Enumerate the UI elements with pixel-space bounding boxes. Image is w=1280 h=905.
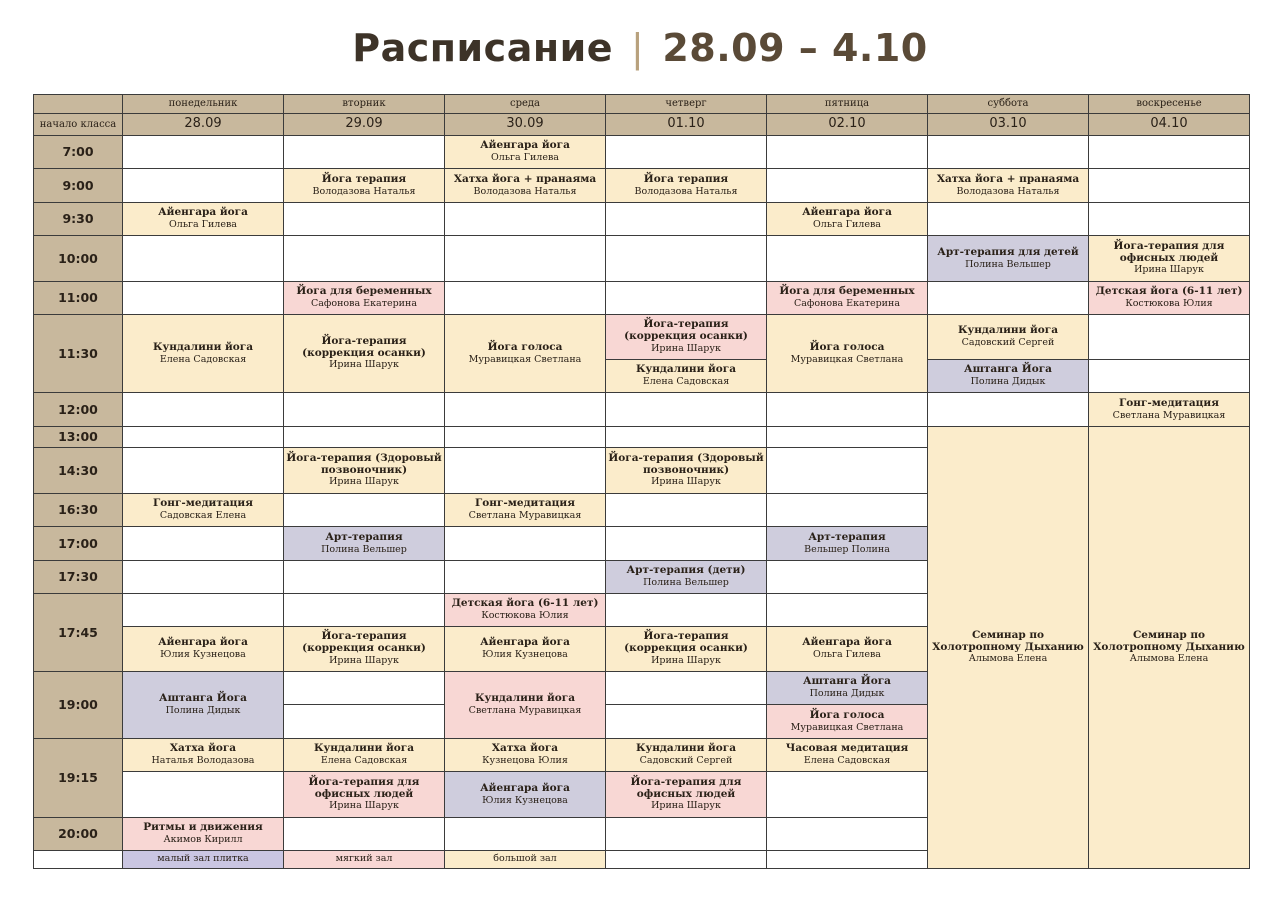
class-cell [445, 315, 606, 393]
empty-cell [123, 772, 284, 818]
teacher-name: Володазова Наталья [956, 185, 1060, 197]
class-name: Хатха йога + пранаяма [936, 172, 1080, 185]
class-name: Аштанга Йога [803, 675, 891, 688]
empty-cell [606, 282, 767, 315]
empty-cell [767, 494, 928, 527]
teacher-name: Ольга Гилева [813, 649, 881, 661]
empty-cell [606, 494, 767, 527]
class-cell [767, 739, 928, 772]
class-name: Айенгара йога [480, 139, 570, 152]
legend-soft-hall: мягкий зал [284, 851, 445, 869]
empty-cell [445, 561, 606, 594]
time-cell: 7:00 [34, 136, 123, 169]
empty-cell [606, 236, 767, 282]
empty-cell [284, 236, 445, 282]
class-cell [767, 705, 928, 739]
class-name: Йога-терапия (коррекция осанки) [302, 630, 426, 655]
class-cell [767, 672, 928, 705]
empty-cell [928, 203, 1089, 236]
empty-cell [1089, 315, 1250, 360]
teacher-name: Костюкова Юлия [481, 610, 569, 622]
day-date: 02.10 [767, 114, 928, 136]
class-cell [1089, 236, 1250, 282]
empty-cell [284, 672, 445, 705]
teacher-name: Сафонова Екатерина [794, 298, 900, 310]
teacher-name: Полина Вельшер [321, 543, 407, 555]
class-name: Айенгара йога [158, 636, 248, 649]
class-name: Аштанга Йога [964, 363, 1052, 376]
class-name: Йога голоса [809, 708, 885, 721]
legend-small-hall: малый зал плитка [123, 851, 284, 869]
class-name: Ритмы и движения [143, 821, 263, 834]
empty-cell [606, 851, 767, 869]
class-name: Кундалини йога [957, 324, 1059, 337]
class-name: Айенгара йога [802, 206, 892, 219]
empty-cell [767, 236, 928, 282]
empty-cell [606, 672, 767, 705]
table-row [34, 315, 1250, 360]
class-name: Семинар по Холотропному Дыханию [932, 628, 1084, 653]
empty-cell [606, 594, 767, 627]
table-row [34, 427, 1250, 448]
empty-cell [928, 393, 1089, 427]
class-name: Часовая медитация [785, 742, 909, 755]
empty-cell [1089, 169, 1250, 203]
empty-cell [284, 561, 445, 594]
teacher-name: Наталья Володазова [151, 755, 255, 767]
time-cell: 13:00 [34, 427, 123, 448]
empty-cell [284, 818, 445, 851]
empty-cell [284, 136, 445, 169]
time-cell: 17:45 [34, 594, 123, 672]
class-name: Йога для беременных [779, 285, 915, 298]
class-cell [123, 672, 284, 739]
empty-cell [767, 818, 928, 851]
empty-cell [445, 818, 606, 851]
day-date: 01.10 [606, 114, 767, 136]
class-name: Йога-терапия (Здоровый позвоночник) [286, 451, 442, 476]
class-name: Детская йога (6-11 лет) [1095, 285, 1243, 298]
teacher-name: Кузнецова Юлия [482, 755, 568, 767]
time-cell: 17:00 [34, 527, 123, 561]
empty-cell [606, 393, 767, 427]
class-cell [1089, 393, 1250, 427]
class-cell [284, 315, 445, 393]
time-cell: 10:00 [34, 236, 123, 282]
day-date: 28.09 [123, 114, 284, 136]
empty-cell [1089, 360, 1250, 393]
empty-cell [606, 818, 767, 851]
class-name: Хатха йога [169, 742, 237, 755]
time-cell: 14:30 [34, 448, 123, 494]
class-cell [606, 561, 767, 594]
class-cell [606, 315, 767, 360]
empty-cell [123, 169, 284, 203]
class-name: Йога-терапия для офисных людей [1113, 239, 1225, 264]
teacher-name: Муравицкая Светлана [790, 721, 904, 733]
empty-cell [123, 561, 284, 594]
class-name: Хатха йога + пранаяма [453, 172, 597, 185]
teacher-name: Светлана Муравицкая [1112, 409, 1226, 421]
empty-cell [606, 527, 767, 561]
day-date: 04.10 [1089, 114, 1250, 136]
class-cell [606, 448, 767, 494]
class-name: Кундалини йога [635, 363, 737, 376]
empty-cell [445, 282, 606, 315]
teacher-name: Ирина Шарук [329, 359, 399, 371]
empty-cell [445, 203, 606, 236]
class-cell [123, 739, 284, 772]
table-row [34, 169, 1250, 203]
teacher-name: Муравицкая Светлана [790, 353, 904, 365]
empty-cell [445, 427, 606, 448]
teacher-name: Полина Вельшер [643, 577, 729, 589]
day-name: среда [445, 95, 606, 114]
day-name: пятница [767, 95, 928, 114]
teacher-name: Ирина Шарук [651, 654, 721, 666]
class-cell [284, 772, 445, 818]
empty-cell [123, 527, 284, 561]
teacher-name: Акимов Кирилл [163, 834, 243, 846]
table-row [34, 236, 1250, 282]
class-cell [445, 772, 606, 818]
empty-cell [123, 427, 284, 448]
class-name: Йога-терапия (коррекция осанки) [302, 334, 426, 359]
class-cell [284, 169, 445, 203]
empty-cell [123, 393, 284, 427]
class-name: Семинар по Холотропному Дыханию [1093, 628, 1245, 653]
table-row [34, 282, 1250, 315]
day-date: 29.09 [284, 114, 445, 136]
teacher-name: Ольга Гилева [169, 219, 237, 231]
time-cell: 16:30 [34, 494, 123, 527]
class-name: Айенгара йога [158, 206, 248, 219]
class-cell [284, 448, 445, 494]
day-date: 30.09 [445, 114, 606, 136]
class-cell [767, 627, 928, 672]
empty-cell [445, 448, 606, 494]
class-cell [123, 203, 284, 236]
empty-cell [767, 851, 928, 869]
teacher-name: Алымова Елена [1129, 653, 1209, 665]
teacher-name: Ирина Шарук [1134, 264, 1204, 276]
class-cell [123, 494, 284, 527]
empty-cell [767, 772, 928, 818]
empty-cell [767, 594, 928, 627]
empty-cell [606, 203, 767, 236]
teacher-name: Ирина Шарук [651, 476, 721, 488]
empty-cell [123, 282, 284, 315]
class-name: Хатха йога [491, 742, 559, 755]
empty-cell [284, 427, 445, 448]
day-name: понедельник [123, 95, 284, 114]
class-cell [445, 594, 606, 627]
class-cell [123, 818, 284, 851]
teacher-name: Сафонова Екатерина [311, 298, 417, 310]
teacher-name: Ирина Шарук [329, 800, 399, 812]
class-cell [445, 136, 606, 169]
class-cell [606, 360, 767, 393]
corner-cell [34, 95, 123, 114]
empty-cell [928, 136, 1089, 169]
teacher-name: Ирина Шарук [329, 476, 399, 488]
class-cell [606, 169, 767, 203]
class-name: Гонг-медитация [1119, 396, 1219, 409]
class-name: Йога-терапия (коррекция осанки) [624, 318, 748, 343]
teacher-name: Володазова Наталья [312, 185, 416, 197]
empty-cell [123, 236, 284, 282]
class-name: Гонг-медитация [475, 497, 575, 510]
start-label: начало класса [34, 114, 123, 136]
class-cell [1089, 282, 1250, 315]
teacher-name: Елена Садовская [642, 376, 730, 388]
teacher-name: Полина Дидык [809, 688, 885, 700]
class-cell [767, 203, 928, 236]
teacher-name: Елена Садовская [159, 353, 247, 365]
class-name: Йога терапия [321, 172, 407, 185]
class-name: Йога-терапия для офисных людей [630, 775, 742, 800]
empty-cell [123, 594, 284, 627]
seminar-cell [1089, 427, 1250, 869]
class-cell [606, 627, 767, 672]
class-cell [445, 672, 606, 739]
empty-cell [767, 136, 928, 169]
class-name: Йога-терапия (Здоровый позвоночник) [608, 451, 764, 476]
class-name: Кундалини йога [474, 692, 576, 705]
teacher-name: Полина Вельшер [965, 258, 1051, 270]
time-cell: 19:00 [34, 672, 123, 739]
title-main: Расписание [352, 26, 613, 70]
teacher-name: Ольга Гилева [491, 152, 559, 164]
empty-cell [445, 236, 606, 282]
class-name: Кундалини йога [313, 742, 415, 755]
teacher-name: Елена Садовская [320, 755, 408, 767]
empty-cell [606, 136, 767, 169]
teacher-name: Садовский Сергей [961, 337, 1055, 349]
teacher-name: Алымова Елена [968, 653, 1048, 665]
class-name: Детская йога (6-11 лет) [451, 597, 599, 610]
teacher-name: Юлия Кузнецова [160, 649, 246, 661]
empty-cell [606, 705, 767, 739]
class-name: Йога терапия [643, 172, 729, 185]
teacher-name: Юлия Кузнецова [482, 649, 568, 661]
empty-cell [284, 393, 445, 427]
class-name: Йога голоса [809, 340, 885, 353]
teacher-name: Садовская Елена [159, 510, 247, 522]
class-name: Арт-терапия [808, 530, 886, 543]
empty-cell [445, 527, 606, 561]
class-cell [928, 236, 1089, 282]
day-name: воскресенье [1089, 95, 1250, 114]
table-row [34, 203, 1250, 236]
class-cell [445, 169, 606, 203]
title-dates: 28.09 – 4.10 [662, 26, 928, 70]
empty-cell [767, 393, 928, 427]
day-name: четверг [606, 95, 767, 114]
table-row [34, 136, 1250, 169]
empty-cell [284, 494, 445, 527]
time-cell: 11:30 [34, 315, 123, 393]
title-separator: | [631, 26, 645, 70]
seminar-cell [928, 427, 1089, 869]
class-cell [445, 627, 606, 672]
dates-row [34, 114, 1250, 136]
class-cell [928, 315, 1089, 360]
teacher-name: Светлана Муравицкая [468, 510, 582, 522]
class-cell [445, 739, 606, 772]
class-name: Арт-терапия [325, 530, 403, 543]
teacher-name: Елена Садовская [803, 755, 891, 767]
class-cell [284, 739, 445, 772]
teacher-name: Светлана Муравицкая [468, 705, 582, 717]
time-cell: 9:00 [34, 169, 123, 203]
class-cell [606, 739, 767, 772]
empty-cell [284, 705, 445, 739]
empty-cell [606, 427, 767, 448]
time-cell: 11:00 [34, 282, 123, 315]
class-name: Йога-терапия для офисных людей [308, 775, 420, 800]
empty-cell [767, 561, 928, 594]
class-name: Кундалини йога [635, 742, 737, 755]
class-name: Аштанга Йога [159, 692, 247, 705]
class-cell [284, 282, 445, 315]
class-name: Арт-терапия для детей [937, 245, 1079, 258]
time-cell: 19:15 [34, 739, 123, 818]
teacher-name: Вельшер Полина [804, 543, 890, 555]
class-cell [767, 282, 928, 315]
day-name: вторник [284, 95, 445, 114]
teacher-name: Полина Дидык [165, 705, 241, 717]
page-title [0, 26, 1280, 70]
class-cell [284, 527, 445, 561]
schedule-table [33, 94, 1250, 869]
teacher-name: Муравицкая Светлана [468, 353, 582, 365]
day-names-row [34, 95, 1250, 114]
teacher-name: Ирина Шарук [329, 654, 399, 666]
class-cell [767, 527, 928, 561]
teacher-name: Полина Дидык [970, 376, 1046, 388]
empty-cell [445, 393, 606, 427]
class-cell [284, 627, 445, 672]
class-name: Йога-терапия (коррекция осанки) [624, 630, 748, 655]
empty-cell [1089, 136, 1250, 169]
day-date: 03.10 [928, 114, 1089, 136]
time-cell: 20:00 [34, 818, 123, 851]
teacher-name: Юлия Кузнецова [482, 794, 568, 806]
time-cell: 17:30 [34, 561, 123, 594]
empty-cell [34, 851, 123, 869]
class-cell [123, 627, 284, 672]
teacher-name: Садовский Сергей [639, 755, 733, 767]
class-name: Кундалини йога [152, 340, 254, 353]
teacher-name: Володазова Наталья [473, 185, 577, 197]
class-name: Йога для беременных [296, 285, 432, 298]
empty-cell [284, 594, 445, 627]
table-row [34, 393, 1250, 427]
empty-cell [767, 448, 928, 494]
empty-cell [284, 203, 445, 236]
class-name: Айенгара йога [480, 781, 570, 794]
class-name: Айенгара йога [480, 636, 570, 649]
class-cell [928, 360, 1089, 393]
class-cell [928, 169, 1089, 203]
class-cell [123, 315, 284, 393]
class-cell [606, 772, 767, 818]
teacher-name: Ольга Гилева [813, 219, 881, 231]
empty-cell [928, 282, 1089, 315]
time-cell: 9:30 [34, 203, 123, 236]
empty-cell [767, 427, 928, 448]
class-name: Йога голоса [487, 340, 563, 353]
empty-cell [1089, 203, 1250, 236]
empty-cell [123, 448, 284, 494]
teacher-name: Ирина Шарук [651, 342, 721, 354]
teacher-name: Ирина Шарук [651, 800, 721, 812]
class-name: Арт-терапия (дети) [626, 564, 746, 577]
legend-big-hall: большой зал [445, 851, 606, 869]
empty-cell [123, 136, 284, 169]
time-cell: 12:00 [34, 393, 123, 427]
teacher-name: Костюкова Юлия [1125, 298, 1213, 310]
class-cell [767, 315, 928, 393]
class-name: Гонг-медитация [153, 497, 253, 510]
class-name: Айенгара йога [802, 636, 892, 649]
day-name: суббота [928, 95, 1089, 114]
class-cell [445, 494, 606, 527]
empty-cell [767, 169, 928, 203]
teacher-name: Володазова Наталья [634, 185, 738, 197]
